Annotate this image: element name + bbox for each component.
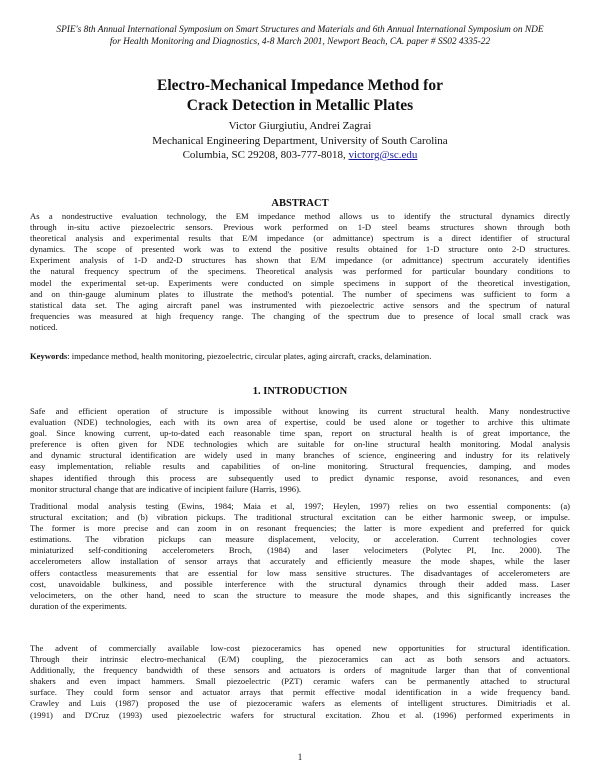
intro-paragraph-1 (30, 406, 570, 495)
page-number: 1 (297, 752, 303, 762)
paragraph-line: The advent of commercially available low-cost piezoceramics has opened new opportunities for structural identification. (30, 643, 570, 653)
paragraph-line: Additionally, the frequency bandwidth of these sensors and actuators is orders of magnitude larger than that of conventional (30, 665, 570, 676)
paragraph-line: The former is more precise and can zoom in on resonant frequencies; the latter is more expedient and preferred for quick (30, 523, 570, 534)
keywords-label: Keywords (30, 351, 68, 361)
keywords (30, 351, 570, 361)
paragraph-line: evaluation (NDE) technologies, each with its own area of expertise, could be used alone or together to archive this ultimate (30, 417, 570, 428)
paragraph-line: preference is often given for NDE technologies which are suitable for on-line structural health monitoring. Modal analysis (30, 439, 570, 450)
header-line-2: for Health Monitoring and Diagnostics, 4-8 March 2001, Newport Beach, CA. paper # SS02 4335-22 (109, 37, 491, 47)
abstract-heading: ABSTRACT (271, 198, 329, 209)
author-address: Columbia, SC 29208, 803-777-8018, (182, 149, 349, 161)
abstract-line: and on thin-gauge aluminum plates to illustrate the method's potential. The number of specimens was sufficient to form a (30, 288, 570, 299)
author-block (30, 119, 570, 163)
author-names: Victor Giurgiutiu, Andrei Zagrai (228, 120, 372, 132)
paragraph-line: velocimeters, on the other hand, need to scan the structure to measure the mode shapes, and this significantly increases the (30, 589, 570, 600)
paragraph-line: monitor structural change that are indicative of incipient failure (Harris, 1996). (30, 483, 302, 494)
abstract-line: frequencies was measured at high frequency range. The changing of the spectrum due to presence of local small crack was (30, 310, 570, 321)
author-email-link[interactable]: victorg@sc.edu (348, 149, 418, 161)
paragraph-line: shapes identified through this process are subsequently used to predict dynamic response, avoid resonances, and even (30, 472, 570, 483)
author-address-line (30, 148, 570, 163)
paragraph-line: Safe and efficient operation of structure is impossible without knowing its current structural health. Many nondestructive (30, 406, 570, 416)
abstract-line: As a nondestructive evaluation technology, the EM impedance method allows us to identify the structural dynamics directly (30, 211, 570, 221)
paragraph-line: shakers and even impact hammers. Small piezoelectric (PZT) ceramic wafers can be permanently attached to structural (30, 676, 570, 687)
paragraph-line: cost, unavoidable bulkiness, and possible interference with the structural dynamics through their added mass. Laser (30, 578, 570, 589)
author-affiliation: Mechanical Engineering Department, University of South Carolina (152, 134, 448, 147)
paragraph-line: surface. They could form sensor and actuator arrays that permit effective modal identification in a wide frequency band. (30, 687, 570, 698)
paragraph-line: (1991) and D'Cruz (1993) used piezoelectric wafers for structural excitation. Zhou et al. (1996) performed experiments in (30, 709, 570, 720)
title-line-2: Crack Detection in Metallic Plates (186, 97, 414, 114)
paragraph-line: structural excitation; and (b) vibration pickups. The traditional structural excitation can be either harmonic sweep, or impulse. (30, 512, 570, 523)
paragraph-line: miniaturized self-conditioning accelerometers Broch, (1984) and laser velocimeters (Polytec PI, Inc. 2000). The (30, 545, 570, 556)
abstract-line: through in-situ active piezoelectric sensors. Previous work performed on 1-D steel beams structures shown through both (30, 222, 570, 233)
abstract-text (30, 211, 570, 333)
abstract-line: theoretical analysis and experimental results that E/M impedance (or admittance) spectrum is a direct identifier of structural (30, 233, 570, 244)
paragraph-line: Traditional modal analysis testing (Ewins, 1984; Maia et al, 1997; Heylen, 1997) relies on two essential components: (a) (30, 501, 570, 511)
abstract-line: statistical data set. The aging aircraft panel was instrumented with piezoelectric active sensors and the spectrum of natural (30, 299, 570, 310)
paragraph-line: duration of the experiments. (30, 600, 127, 611)
paragraph-line: estimations. The vibration pickups can measure displacement, velocity, or acceleration. Current technologies cover (30, 534, 570, 545)
introduction-heading: 1. INTRODUCTION (252, 386, 348, 397)
paragraph-line: accelerometers allow installation of sensor arrays that accurately and efficiently measure the mode shapes, while the laser (30, 556, 570, 567)
abstract-line: dynamics. The scope of presented work was to extend the positive results obtained for 1-D structure onto 2-D structures. (30, 244, 570, 255)
paragraph-line: Through their intrinsic electro-mechanical (E/M) coupling, the piezoceramics can act as both sensors and actuators. (30, 654, 570, 665)
abstract-line: the natural frequency spectrum of the specimens. Theoretical analysis was performed for particular boundary conditions to (30, 266, 570, 277)
intro-paragraph-2 (30, 501, 570, 612)
header-line-1: SPIE's 8th Annual International Symposium on Smart Structures and Materials and 6th Annual International Symposium on NDE (56, 25, 544, 35)
paragraph-line: and dynamic structural identification are widely used in many branches of science, engineering and industry for its relatively (30, 450, 570, 461)
title-line-1: Electro-Mechanical Impedance Method for (157, 77, 443, 94)
intro-paragraph-3 (30, 643, 570, 721)
conference-header (30, 24, 570, 48)
paragraph-line: easy implementation, reliable results and capabilities of on-line monitoring. Structural frequencies, damping, and modes (30, 461, 570, 472)
abstract-line: model the experimental set-up. Experiments were conducted on simple specimens in support of the theoretical investigation, (30, 277, 570, 288)
abstract-line: Experiment analysis of 1-D and2-D structures has shown that E/M impedance (or admittance) spectrum accurately identifies (30, 255, 570, 266)
paragraph-line: offers contactless measurements that are essential for low mass sensitive structures. The disadvantages of accelerometers are (30, 567, 570, 578)
paragraph-line: goal. Since knowing current, up-to-dated each reasonable time span, report on structural health is of great importance, the (30, 428, 570, 439)
keywords-text: : impedance method, health monitoring, piezoelectric, circular plates, aging aircraft, cracks, delamination. (67, 351, 432, 361)
abstract-line: noticed. (30, 321, 58, 332)
paragraph-line: Crawley and Luis (1987) proposed the use of piezoceramic wafers as elements of intelligent structures. Dimitriadis et al. (30, 698, 570, 709)
